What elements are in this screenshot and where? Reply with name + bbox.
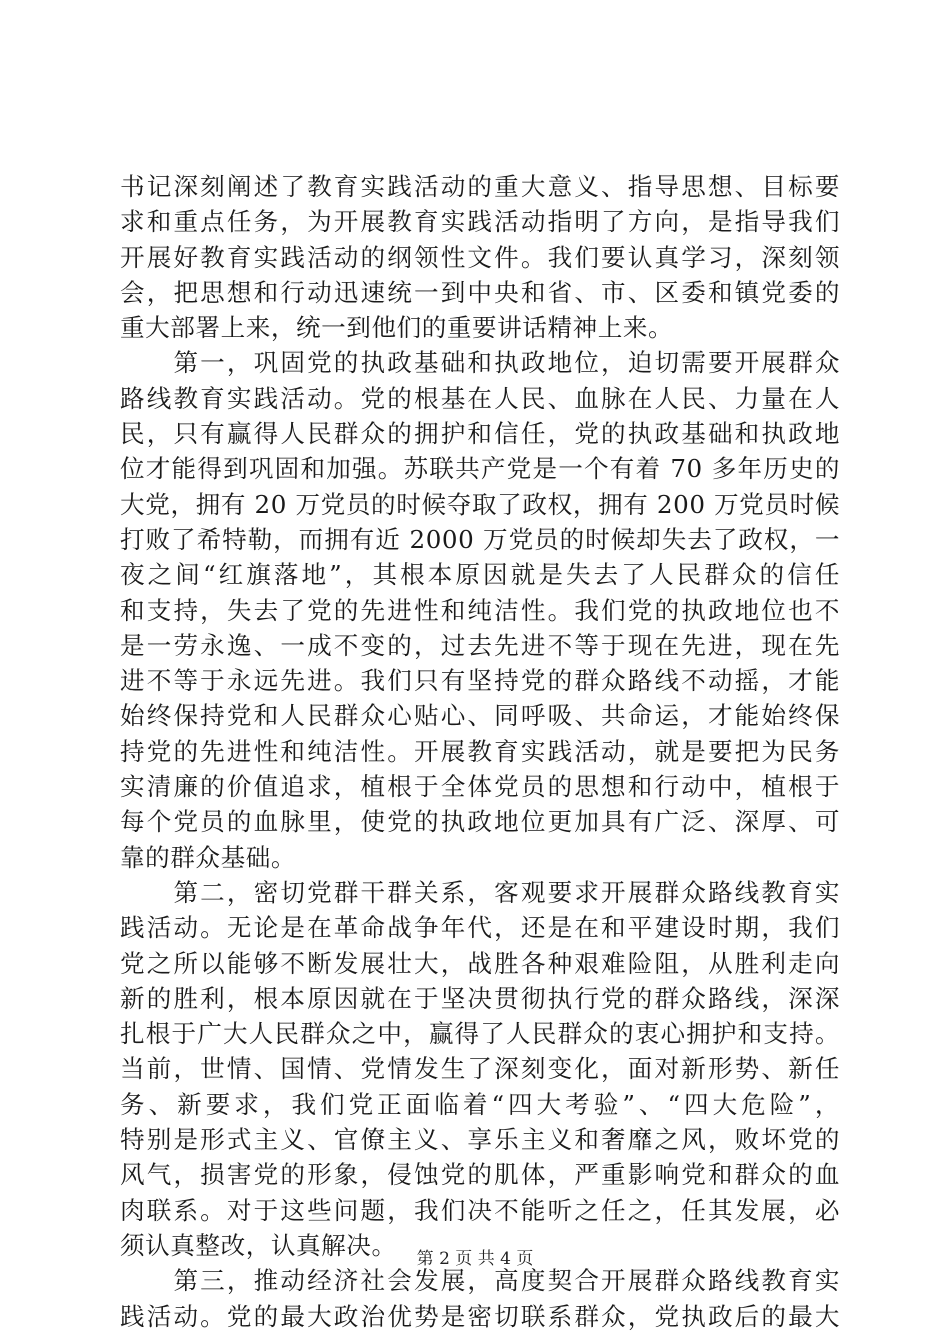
text-line: 第二，密切党群干群关系，客观要求开展群众路线教育实 — [120, 877, 840, 907]
text-line: 当前，世情、国情、党情发生了深刻变化，面对新形势、新任 — [120, 1054, 840, 1084]
text-line: 进不等于永远先进。我们只有坚持党的群众路线不动摇，才能 — [120, 666, 840, 696]
text-line: 务、新要求，我们党正面临着“四大考验”、“四大危险”， — [120, 1089, 840, 1119]
body-text — [120, 169, 840, 1334]
text-line: 大党，拥有 20 万党员的时候夺取了政权，拥有 200 万党员时候 — [120, 489, 840, 519]
text-line: 书记深刻阐述了教育实践活动的重大意义、指导思想、目标要 — [120, 172, 840, 201]
text-line: 和支持，失去了党的先进性和纯洁性。我们党的执政地位也不 — [120, 595, 840, 625]
text-line: 民，只有赢得人民群众的拥护和信任，党的执政基础和执政地 — [120, 419, 840, 449]
text-line: 每个党员的血脉里，使党的执政地位更加具有广泛、深厚、可 — [120, 807, 840, 837]
text-line: 新的胜利，根本原因就在于坚决贯彻执行党的群众路线，深深 — [120, 983, 840, 1013]
text-line: 路线教育实践活动。党的根基在人民、血脉在人民、力量在人 — [120, 383, 840, 413]
text-line: 扎根于广大人民群众之中，赢得了人民群众的衷心拥护和支持。 — [120, 1019, 840, 1049]
text-line: 党之所以能够不断发展壮大，战胜各种艰难险阻，从胜利走向 — [120, 948, 840, 978]
text-line: 须认真整改，认真解决。 — [120, 1230, 397, 1260]
text-line: 肉联系。对于这些问题，我们决不能听之任之，任其发展，必 — [120, 1195, 840, 1225]
text-line: 求和重点任务，为开展教育实践活动指明了方向，是指导我们 — [120, 207, 840, 237]
text-line: 持党的先进性和纯洁性。开展教育实践活动，就是要把为民务 — [120, 736, 840, 766]
text-line: 第一，巩固党的执政基础和执政地位，迫切需要开展群众 — [120, 348, 840, 378]
text-line: 风气，损害党的形象，侵蚀党的肌体，严重影响党和群众的血 — [120, 1160, 840, 1190]
text-line: 第三，推动经济社会发展，高度契合开展群众路线教育实 — [120, 1266, 840, 1296]
text-line: 始终保持党和人民群众心贴心、同呼吸、共命运，才能始终保 — [120, 701, 840, 731]
text-line: 践活动。党的最大政治优势是密切联系群众，党执政后的最大 — [120, 1301, 840, 1331]
text-line: 会，把思想和行动迅速统一到中央和省、市、区委和镇党委的 — [120, 277, 840, 307]
text-line: 实清廉的价值追求，植根于全体党员的思想和行动中，植根于 — [120, 772, 840, 802]
text-line: 特别是形式主义、官僚主义、享乐主义和奢靡之风，败坏党的 — [120, 1125, 840, 1155]
text-line: 靠的群众基础。 — [120, 842, 297, 872]
text-line: 开展好教育实践活动的纲领性文件。我们要认真学习，深刻领 — [120, 242, 840, 272]
text-line: 践活动。无论是在革命战争年代，还是在和平建设时期，我们 — [120, 913, 840, 943]
text-line: 重大部署上来，统一到他们的重要讲话精神上来。 — [120, 313, 674, 343]
text-line: 是一劳永逸、一成不变的，过去先进不等于现在先进，现在先 — [120, 630, 840, 660]
text-line: 打败了希特勒，而拥有近 2000 万党员的时候却失去了政权，一 — [120, 524, 840, 554]
text-line: 位才能得到巩固和加强。苏联共产党是一个有着 70 多年历史的 — [120, 454, 840, 484]
page-footer: 第 2 页 共 4 页 — [416, 1249, 534, 1269]
text-line: 夜之间“红旗落地”，其根本原因就是失去了人民群众的信任 — [120, 560, 840, 590]
